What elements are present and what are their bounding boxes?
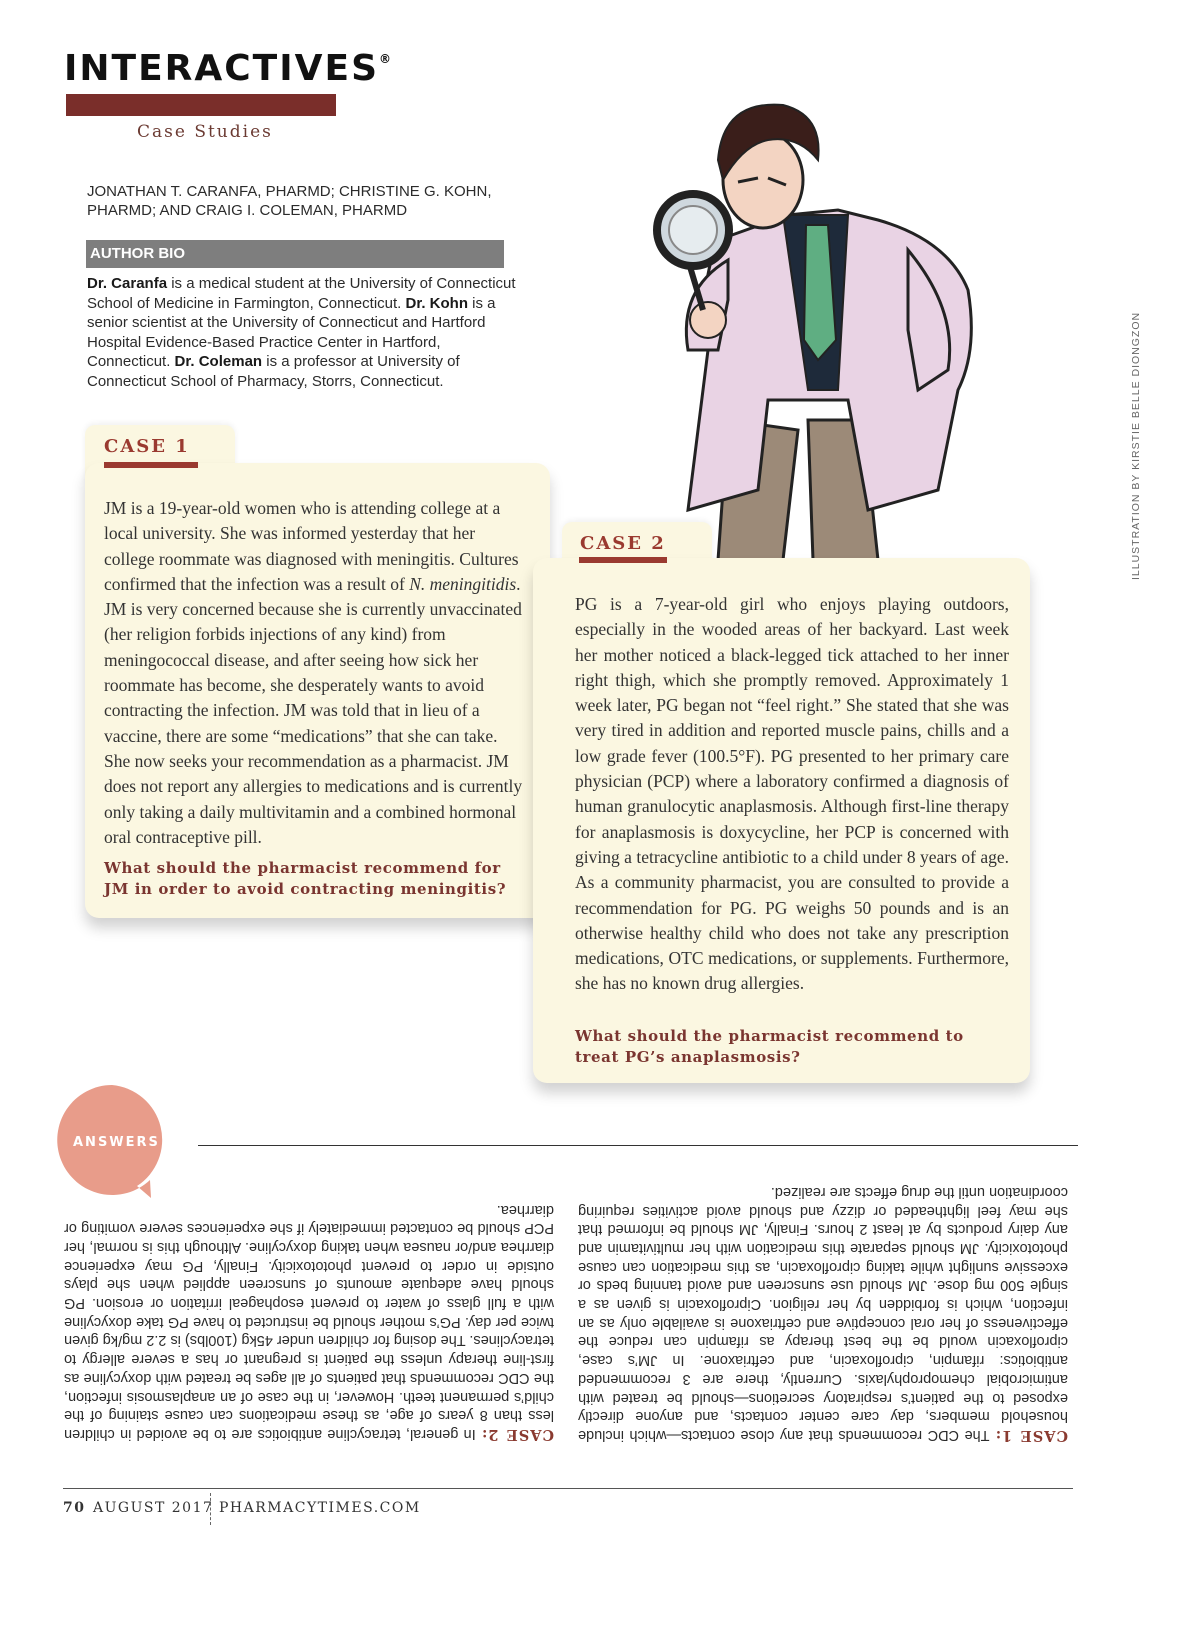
issue-date: AUGUST 2017	[93, 1500, 214, 1516]
author-byline: JONATHAN T. CARANFA, PHARMD; CHRISTINE G. KOHN, PHARMD; AND CRAIG I. COLEMAN, PHARMD	[87, 183, 492, 219]
magazine-section-title: INTERACTIVES®	[64, 48, 394, 89]
footer-separator	[210, 1493, 211, 1525]
section-title-bar	[66, 94, 336, 116]
case2-label: CASE 2	[580, 533, 666, 554]
page-number: 70	[63, 1500, 86, 1516]
case2-underline	[579, 557, 667, 563]
case1-body: JM is a 19-year-old women who is attending college at a local university. She was informed yesterday that her college roommate was diagnosed with meningitis. Cultures confirmed that the infection was a result of N. meningitidis. JM is very concerned because she is currently unvaccinated (her religion forbids injections of any kind) from meningococcal disease, and after seeing how sick her roommate has become, she desperately wants to avoid contracting the infection. JM was told that in lieu of a vaccine, there are some “medications” that she can take. She now seeks your recommendation as a pharmacist. JM does not report any allergies to medications and is currently only taking a daily multivitamin and a combined hormonal oral contraceptive pill.	[104, 498, 523, 847]
illustration-credit: ILLUSTRATION BY KIRSTIE BELLE DIONGZON	[1130, 311, 1142, 580]
author-bio-heading: AUTHOR BIO	[86, 240, 504, 268]
author-bio-text: Dr. Caranfa is a medical student at the University of Connecticut School of Medicine in Farmington, Connecticut. Dr. Kohn is a senior scientist at the University of Connecticut and Hartford Hospital Evidence-Based Practice Center in Hartford, Connecticut. Dr. Coleman is a professor at University of Connecticut School of Pharmacy, Storrs, Connecticut.	[87, 275, 516, 390]
footer-rule	[63, 1488, 1073, 1489]
case1-underline	[104, 462, 198, 468]
answer-case1: CASE 1: The CDC recommends that any close contacts—which include household members, day care center contacts, and anyone directly exposed to the patient’s respiratory secretions—should be treated with antimicrobial chemoprophylaxis. Currently, there are 3 recommended antibiotics: rifampin, ciprofloxacin, and ceftriaxone. In JM’s case, ciprofloxacin would be the best therapy as rifampin can reduce the effectiveness of her oral conceptive and ceftriaxone is available only as an infection, which is forbidden by her religion. Ciprofloxacin is given as a single 500 mg dose. JM should use sunscreen and avoid tanning beds or excessive sunlight while taking ciprofloxacin, as this medication can cause phototoxicity. JM should separate this medication with her multivitamin and any dairy products by at least 2 hours. Finally, JM should be informed that she may feel lightheaded or dizzy and should avoid activities requiring coordination until the drug effects are realized.	[578, 1183, 1068, 1444]
answers-divider	[198, 1145, 1078, 1146]
site-name: PHARMACYTIMES.COM	[219, 1500, 421, 1516]
pharmacist-detective-illustration	[608, 90, 1048, 560]
answers-badge-label: ANSWERS	[73, 1135, 160, 1150]
section-subtitle: Case Studies	[137, 122, 273, 142]
case1-label: CASE 1	[104, 436, 190, 457]
case2-question: What should the pharmacist recommend to treat PG’s anaplasmosis?	[575, 1027, 964, 1066]
case1-question: What should the pharmacist recommend for JM in order to avoid contracting meningitis?	[104, 859, 507, 898]
answer-case2: CASE 2: In general, tetracycline antibiotics are to be avoided in children less than 8 years of age, as these medications can cause staining of the child’s permanent teeth. However, in the case of an anaplasmosis infection, the CDC recommends that patients of all ages be treated with doxycyline as first-line therapy unless the patient is pregnant or has a severe allergy to tetracyclines. The dosing for children under 45kg (100lbs) is 2.2 mg/kg given twice per day. PG’s mother should be instructed to have PG take doxycyline with a full glass of water to prevent esophageal irritation or erosion. PG should have adequate amounts of sunscreen applied when she plays outside in order to prevent phototoxicity. Finally, PG may experience diarrhea and/or nausea when taking doxycyline. Although this is normal, her PCP should be contacted immediately if she experiences severe vomiting or diarrhea.	[64, 1201, 554, 1443]
case2-body: PG is a 7-year-old girl who enjoys playing outdoors, especially in the wooded areas of her backyard. Last week her mother noticed a black-legged tick attached to her inner right thigh, which she promptly removed. Approximately 1 week later, PG began not “feel right.” She stated that she was very tired in addition and reported muscle pains, chills and a low grade fever (100.5°F). PG presented to her primary care physician (PCP) where a laboratory confirmed a diagnosis of human granulocytic anaplasmosis. Although first-line therapy for anaplasmosis is doxycycline, her PCP is concerned with giving a tetracycline antibiotic to a child under 8 years of age. As a community pharmacist, you are consulted to provide a recommendation for PG. PG weighs 50 pounds and is an otherwise healthy child who does not take any prescription medications, OTC medications, or supplements. Furthermore, she has no known drug allergies.	[575, 594, 1009, 994]
